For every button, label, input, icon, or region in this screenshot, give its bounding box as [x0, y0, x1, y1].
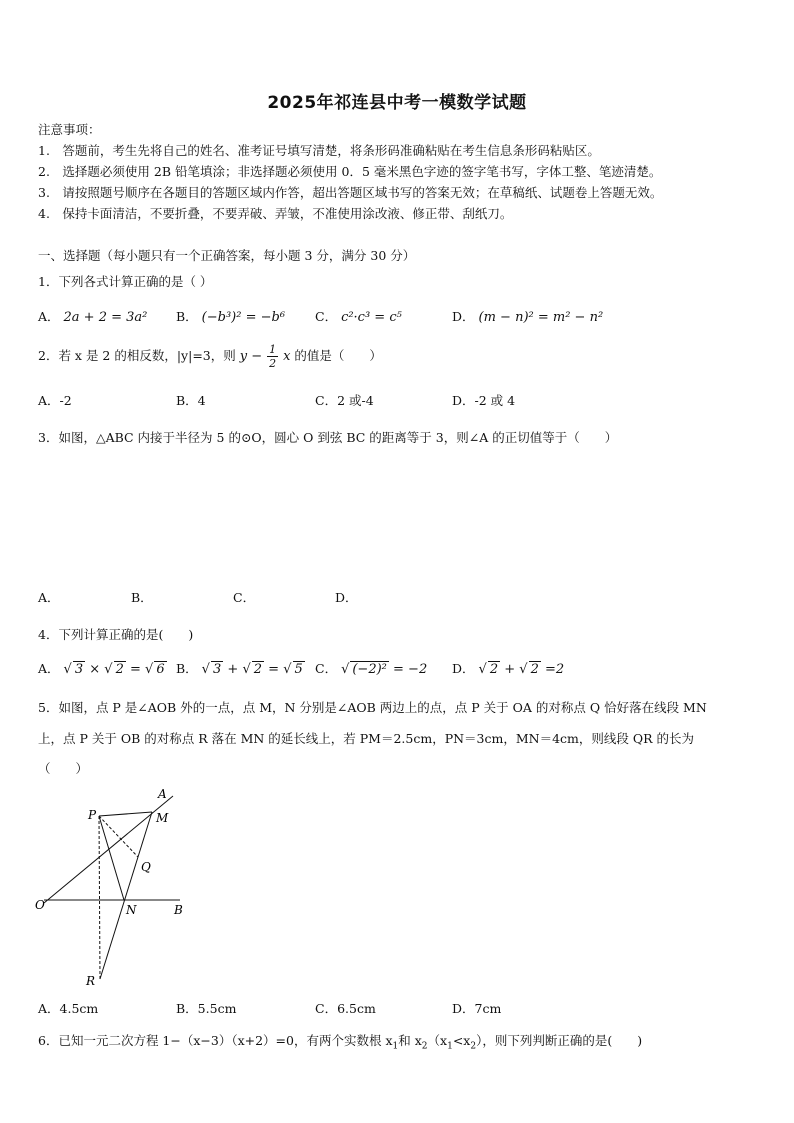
q2-option-d: D．-2 或 4	[452, 393, 516, 408]
page-title: 2025年祁连县中考一模数学试题	[267, 93, 527, 113]
subscript: 1	[392, 1041, 399, 1052]
q2-stem-pre: 2．若 x 是 2 的相反数，|y|=3，则	[38, 348, 236, 363]
radical-sign: √	[201, 662, 210, 677]
notice-item: 3. 请按照题号顺序在各题目的答题区域内作答，超出答题区域书写的答案无效；在草稿纸、试题卷上答题无效。	[38, 185, 663, 200]
question-5-line-1: 5．如图，点 P 是∠AOB 外的一点，点 M，N 分别是∠AOB 两边上的点，点 P 关于 OA 的对称点 Q 恰好落在线段 MN	[38, 700, 707, 715]
radical-sign: √	[104, 662, 113, 677]
option-label: A．	[38, 309, 60, 324]
notice-heading: 注意事项：	[38, 122, 101, 137]
equals: =	[268, 662, 280, 677]
q4-option-b	[176, 659, 305, 677]
q6-text: <x	[452, 1033, 471, 1048]
subscript: 2	[470, 1041, 477, 1052]
radical-sign: √	[519, 662, 528, 677]
subscript: 1	[447, 1041, 453, 1052]
option-label: C．	[315, 661, 338, 676]
operator: ×	[89, 662, 101, 677]
line-mr	[100, 812, 152, 979]
radicand: 2	[530, 662, 539, 677]
label-a: A	[158, 787, 167, 801]
equals: =2	[545, 662, 565, 677]
question-6-stem	[38, 1031, 642, 1052]
q2-expr-x: x	[283, 349, 291, 364]
q1-option-a	[38, 307, 147, 325]
q4-option-d	[452, 659, 564, 677]
q1-option-b	[176, 307, 285, 325]
radical-sign: √	[145, 662, 154, 677]
question-5-line-2: 上，点 P 关于 OB 的对称点 R 落在 MN 的延长线上，若 PM＝2.5cm，PN＝3cm，MN＝4cm，则线段 QR 的长为	[38, 731, 695, 746]
q5-option-a: A．4.5cm	[38, 1001, 99, 1016]
option-label: B．	[176, 309, 198, 324]
radicand: 2	[253, 662, 263, 677]
q4-option-c	[315, 659, 427, 677]
label-p: P	[88, 808, 97, 822]
q3-option-d: D．	[335, 590, 358, 605]
operator: +	[227, 662, 239, 677]
label-b: B	[174, 903, 183, 917]
q2-option-a: A．-2	[38, 393, 72, 408]
option-text: (m − n)² = m² − n²	[478, 310, 604, 325]
radicand: 5	[294, 662, 303, 677]
radicand: 3	[212, 662, 222, 677]
fraction-denominator: 2	[269, 357, 277, 370]
q6-text: ），则下列判断正确的是( )	[476, 1033, 643, 1048]
equals: = −2	[393, 662, 428, 677]
q3-option-b: B．	[131, 590, 153, 605]
q3-option-a: A．	[38, 590, 60, 605]
question-4-stem: 4．下列计算正确的是( )	[38, 627, 194, 642]
q5-geometry-figure	[30, 785, 200, 995]
operator: +	[504, 662, 516, 677]
radicand: 6	[156, 662, 165, 677]
radical-sign: √	[242, 662, 251, 677]
option-text: 2a + 2 = 3a²	[63, 310, 148, 325]
notice-item: 2. 选择题必须使用 2B 铅笔填涂；非选择题必须使用 0．5 毫米黑色字迹的签字笔书写，字体工整、笔迹清楚。	[38, 164, 662, 179]
radicand: 2	[489, 662, 499, 677]
section-heading: 一、选择题（每小题只有一个正确答案，每小题 3 分，满分 30 分）	[38, 248, 416, 263]
notice-item: 4. 保持卡面清洁，不要折叠，不要弄破、弄皱，不准使用涂改液、修正带、刮纸刀。	[38, 206, 513, 221]
radicand: 2	[115, 662, 124, 677]
question-3-stem: 3．如图，△ABC 内接于半径为 5 的⊙O，圆心 O 到弦 BC 的距离等于 3，则∠A 的正切值等于（ ）	[38, 430, 618, 445]
label-m: M	[156, 811, 169, 825]
option-label: D．	[452, 661, 475, 676]
question-1-stem: 1．下列各式计算正确的是（ ）	[38, 274, 213, 289]
label-r: R	[86, 974, 96, 988]
option-label: D．	[452, 309, 475, 324]
q2-option-c: C．2 或-4	[315, 393, 374, 408]
q6-text: 和 x	[398, 1033, 422, 1048]
radicand: (−2)²	[352, 662, 387, 677]
radical-sign: √	[478, 662, 487, 677]
notice-item: 1. 答题前，考生先将自己的姓名、准考证号填写清楚，将条形码准确粘贴在考生信息条形码粘贴区。	[38, 143, 600, 158]
radicand: 3	[74, 662, 84, 677]
radical-sign: √	[341, 662, 350, 677]
subscript: 2	[421, 1041, 428, 1052]
q1-option-c	[315, 307, 402, 325]
segment-pr	[99, 816, 100, 979]
q2-fraction	[267, 344, 278, 369]
q5-option-c: C．6.5cm	[315, 1001, 376, 1016]
fraction-numerator: 1	[269, 343, 277, 356]
option-text: (−b³)² = −b⁶	[201, 310, 286, 325]
equals: =	[130, 662, 141, 677]
segment-pm	[99, 812, 152, 816]
q5-option-b: B．5.5cm	[176, 1001, 237, 1016]
label-o: O	[35, 898, 45, 912]
question-2-stem	[38, 344, 382, 369]
q2-stem-post: 的值是（ ）	[294, 348, 382, 363]
option-label: A．	[38, 661, 60, 676]
q5-option-d: D．7cm	[452, 1001, 502, 1016]
q2-option-b: B．4	[176, 393, 206, 408]
q2-expr-y: y −	[239, 349, 263, 364]
label-q: Q	[141, 860, 151, 874]
q6-text: （x	[427, 1033, 448, 1048]
q4-option-a	[38, 659, 167, 677]
q6-text: 6．已知一元二次方程 1−（x−3）（x+2）=0，有两个实数根 x	[38, 1033, 393, 1048]
radical-sign: √	[283, 662, 292, 677]
question-5-line-3: （ ）	[38, 761, 89, 776]
label-n: N	[126, 903, 137, 917]
radical-sign: √	[63, 662, 72, 677]
option-text: c²·c³ = c⁵	[341, 310, 402, 325]
q3-option-c: C．	[233, 590, 256, 605]
option-label: B．	[176, 661, 198, 676]
option-label: C．	[315, 309, 338, 324]
q1-option-d	[452, 307, 603, 325]
